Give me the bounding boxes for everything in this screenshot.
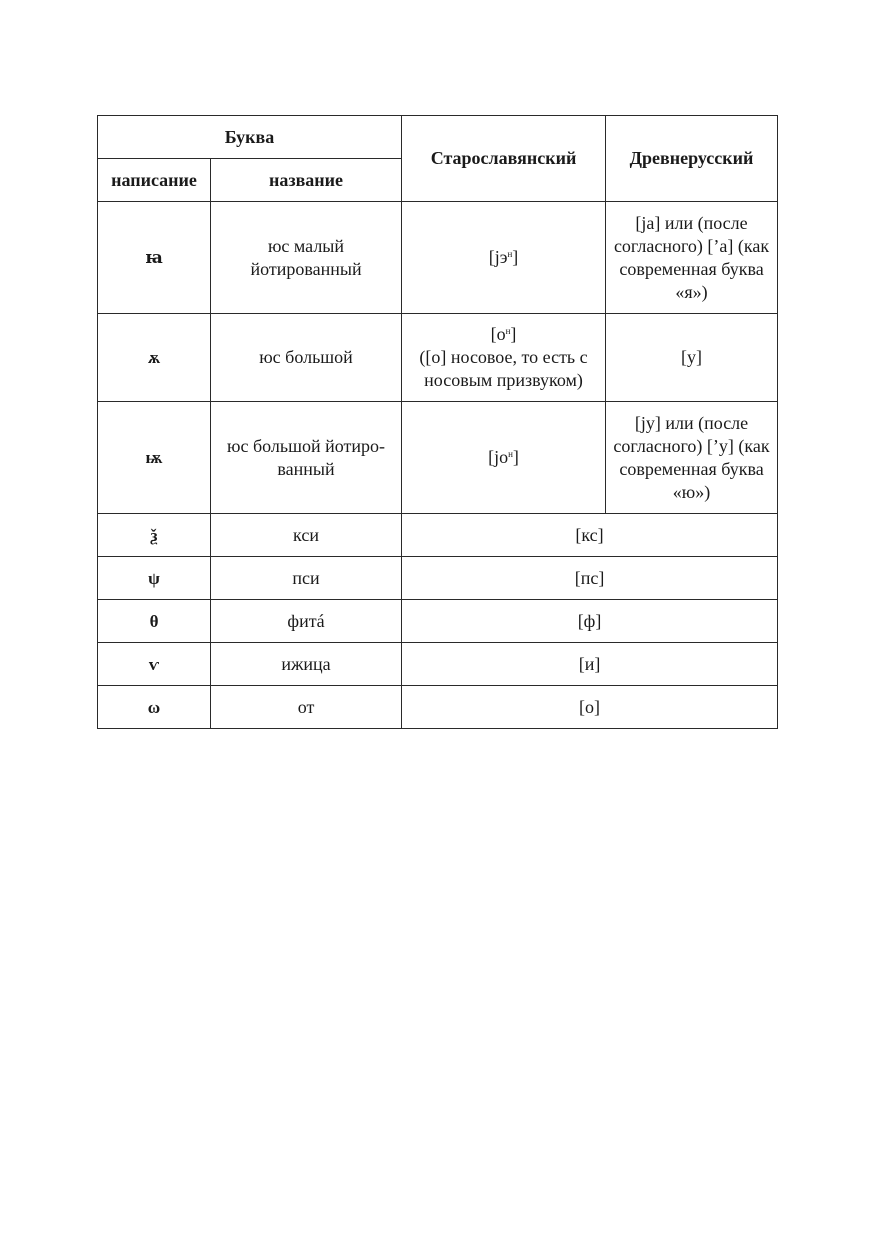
letter-name: юс малый йотированный [211, 202, 402, 314]
header-writing: написание [98, 159, 211, 202]
header-row-1 [98, 116, 778, 159]
old-church-slavonic-sound: $[jо^н]$ [402, 402, 606, 514]
table-row [98, 686, 778, 729]
old-russian-sound: [ja] или (после согласного) [’а] (как современная буква «я») [606, 202, 778, 314]
letter-name: фитá [211, 600, 402, 643]
table-row [98, 202, 778, 314]
letter-name: кси [211, 514, 402, 557]
letter-glyph: ѫ [98, 314, 211, 402]
letter-sound: [ф] [402, 600, 778, 643]
letters-table [97, 115, 778, 729]
letter-glyph: ѯ [98, 514, 211, 557]
letter-glyph: θ [98, 600, 211, 643]
table-row [98, 557, 778, 600]
table-row [98, 314, 778, 402]
letter-sound: [и] [402, 643, 778, 686]
letter-glyph: ꙗ [98, 202, 211, 314]
letter-name: юс большой [211, 314, 402, 402]
letter-glyph: ѵ [98, 643, 211, 686]
table-row [98, 600, 778, 643]
old-church-slavonic-sound: $[о^н]$ ([о] носовое, то есть с носовым призвуком) [402, 314, 606, 402]
letter-sound: [о] [402, 686, 778, 729]
letter-sound: [пс] [402, 557, 778, 600]
letter-glyph: ω [98, 686, 211, 729]
letter-glyph: ѭ [98, 402, 211, 514]
letter-name: от [211, 686, 402, 729]
table-row [98, 514, 778, 557]
letter-name: ижица [211, 643, 402, 686]
table-row [98, 643, 778, 686]
letter-glyph: ψ [98, 557, 211, 600]
old-russian-sound: [у] [606, 314, 778, 402]
header-old-church-slavonic: Старославянский [402, 116, 606, 202]
header-name: название [211, 159, 402, 202]
letter-name: юс большой йотиро-ванный [211, 402, 402, 514]
letter-name: пси [211, 557, 402, 600]
table-row [98, 402, 778, 514]
old-church-slavonic-sound: $[jэ^н]$ [402, 202, 606, 314]
letter-sound: [кс] [402, 514, 778, 557]
sound-note: ([о] носовое, то есть с носовым призвуком) [419, 347, 588, 390]
old-russian-sound: [jу] или (после согласного) [’у] (как современная буква «ю») [606, 402, 778, 514]
header-letter: Буква [98, 116, 402, 159]
header-old-russian: Древнерусский [606, 116, 778, 202]
